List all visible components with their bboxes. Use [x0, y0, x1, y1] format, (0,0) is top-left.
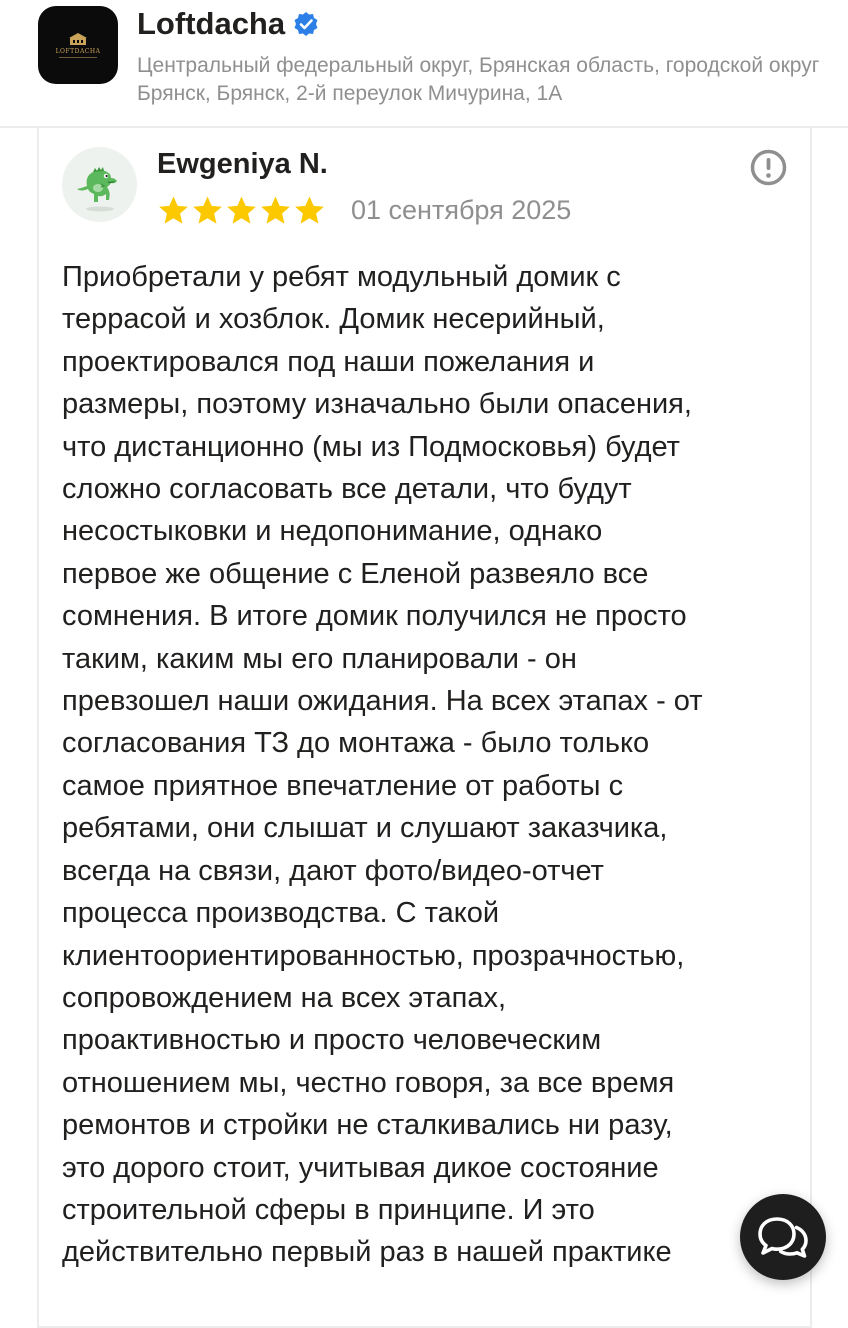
star-icon: [259, 194, 292, 227]
review-date: 01 сентября 2025: [351, 195, 572, 225]
verified-check-icon: [293, 11, 319, 37]
rating-stars: [157, 194, 327, 227]
star-icon: [225, 194, 258, 227]
org-logo[interactable]: [38, 6, 118, 84]
chat-bubbles-icon: [757, 1213, 809, 1261]
author-avatar[interactable]: [62, 147, 137, 222]
dinosaur-avatar-icon: [71, 156, 129, 214]
logo-underline: [59, 57, 97, 58]
star-icon: [157, 194, 190, 227]
org-name-label: Loftdacha: [137, 6, 286, 41]
exclamation-circle-icon[interactable]: [750, 149, 787, 186]
logo-text: LOFTDACHA: [55, 47, 101, 55]
review-author[interactable]: Ewgeniya N.: [157, 148, 328, 180]
org-header: [0, 0, 848, 124]
house-logo-icon: [69, 33, 87, 45]
review-text: Приобретали у ребят модульный домик с террасой и хозблок. Домик несерийный, проектировался под наши пожелания и размеры, поэтому изначально были опасения, что дистанционно (мы из Подмосковья) будет сложно согласовать все детали, что будут несостыковки и недопонимание, однако первое же общение с Еленой развеяло все сомнения. В итоге домик получился не просто таким, каким мы его планировали - он превзошел наши ожидания. На всех этапах - от согласования ТЗ до монтажа - было только самое приятное впечатление от работы с ребятами, они слышат и слушают заказчика, всегда на связи, дают фото/видео-отчет процесса производства. С такой клиентоориентированностью, прозрачностью, сопровождением на всех этапах, проактивностью и просто человеческим отношением мы, честно говоря, за все время ремонтов и стройки не сталкивались ни разу, это дорого стоит, учитывая дикое состояние строительной сферы в принципе. И это действительно первый раз в нашей практике: [62, 261, 703, 1269]
org-address: Центральный федеральный округ, Брянская область, городской округ Брянск, Брянск, 2-й переулок Мичурина, 1А: [137, 54, 820, 105]
star-icon: [191, 194, 224, 227]
star-icon: [293, 194, 326, 227]
org-name[interactable]: [137, 6, 319, 42]
chat-button[interactable]: [740, 1194, 826, 1280]
